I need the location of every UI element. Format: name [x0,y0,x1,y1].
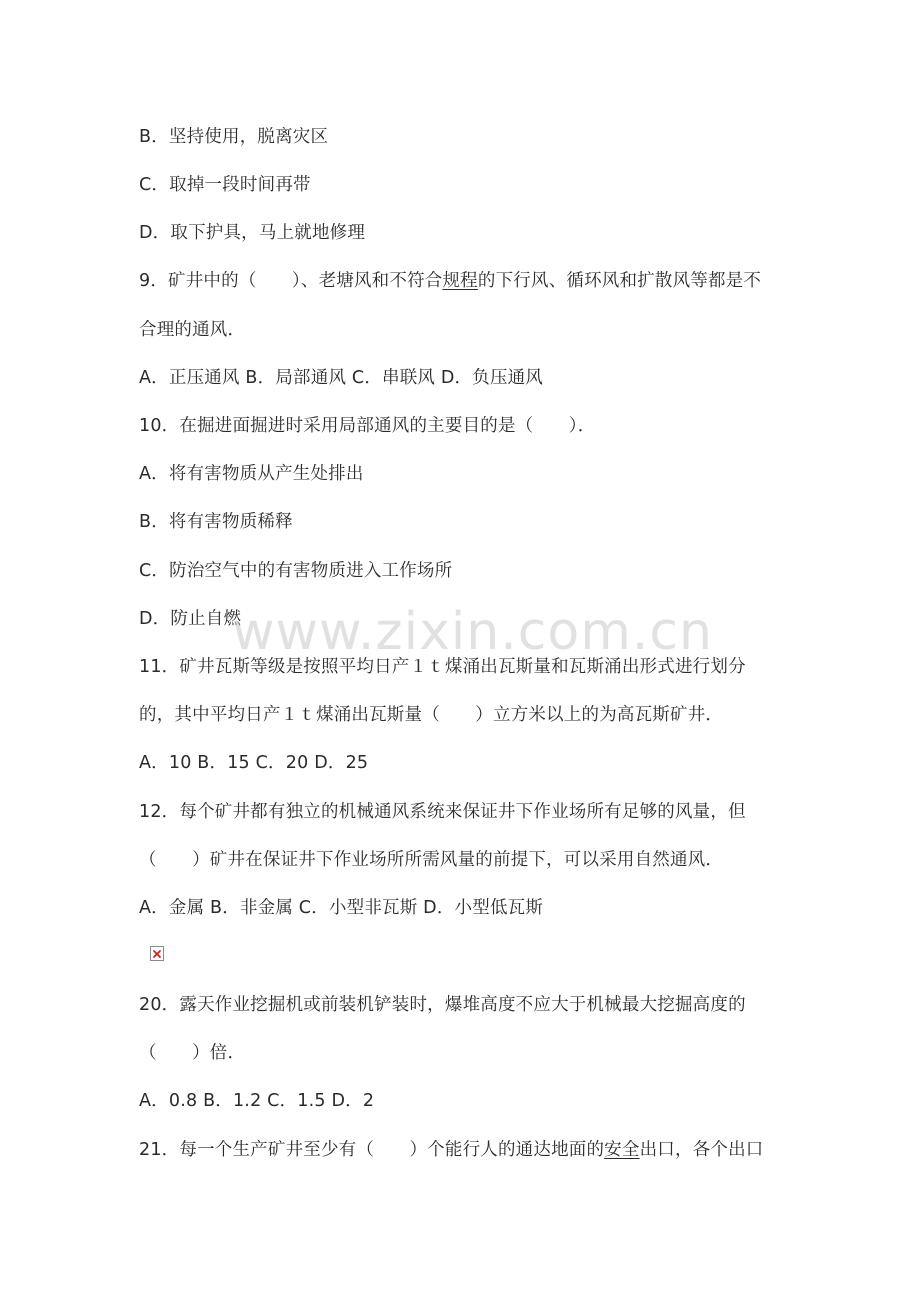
q11-stem-line2: 的，其中平均日产１ｔ煤涌出瓦斯量（ ）立方米以上的为高瓦斯矿井． [139,705,724,725]
q12-stem-line2: （ ）矿井在保证井下作业场所所需风量的前提下，可以采用自然通风． [139,850,724,870]
watermark: www.zixin.com.cn [232,602,713,662]
q21-text-before: 21．每一个生产矿井至少有（ ）个能行人的通达地面的 [139,1140,605,1160]
q20-stem-line2: （ ）倍． [139,1043,246,1063]
q20-options: A．0.8 B．1.2 C．1.5 D．2 [139,1091,375,1111]
q10-option-a: A．将有害物质从产生处排出 [139,464,364,484]
q9-text-before: 9．矿井中的（ ）、老塘风和不符合 [139,271,443,291]
q9-text-after: 的下行风、循环风和扩散风等都是不 [477,271,762,291]
q12-stem-line1: 12．每个矿井都有独立的机械通风系统来保证井下作业场所有足够的风量，但 [139,802,746,822]
q21-text-after: 出口，各个出口 [639,1140,764,1160]
q8-option-d: D．取下护具，马上就地修理 [139,223,366,243]
q9-stem-line2: 合理的通风． [139,320,246,340]
q10-option-b: B．将有害物质稀释 [139,512,293,532]
q11-options: A．10 B．15 C．20 D．25 [139,753,369,773]
broken-image-icon [150,946,164,961]
q10-option-c: C．防治空气中的有害物质进入工作场所 [139,561,453,581]
q12-options: A．金属 B．非金属 C．小型非瓦斯 D．小型低瓦斯 [139,898,544,918]
q21-underlined-term: 安全 [604,1140,640,1160]
q10-stem: 10．在掘进面掘进时采用局部通风的主要目的是（ ）． [139,416,596,436]
q8-option-b: B．坚持使用，脱离灾区 [139,127,329,147]
q10-option-d: D．防止自燃 [139,609,242,629]
q20-stem-line1: 20．露天作业挖掘机或前装机铲装时，爆堆高度不应大于机械最大挖掘高度的 [139,995,746,1015]
q9-options: A．正压通风 B．局部通风 C．串联风 D．负压通风 [139,368,544,388]
q9-underlined-term: 规程 [442,271,478,291]
q11-stem-line1: 11．矿井瓦斯等级是按照平均日产１ｔ煤涌出瓦斯量和瓦斯涌出形式进行划分 [139,657,746,677]
q8-option-c: C．取掉一段时间再带 [139,175,311,195]
q21-stem-line1 [139,1138,763,1162]
q9-stem-line1 [139,269,761,293]
